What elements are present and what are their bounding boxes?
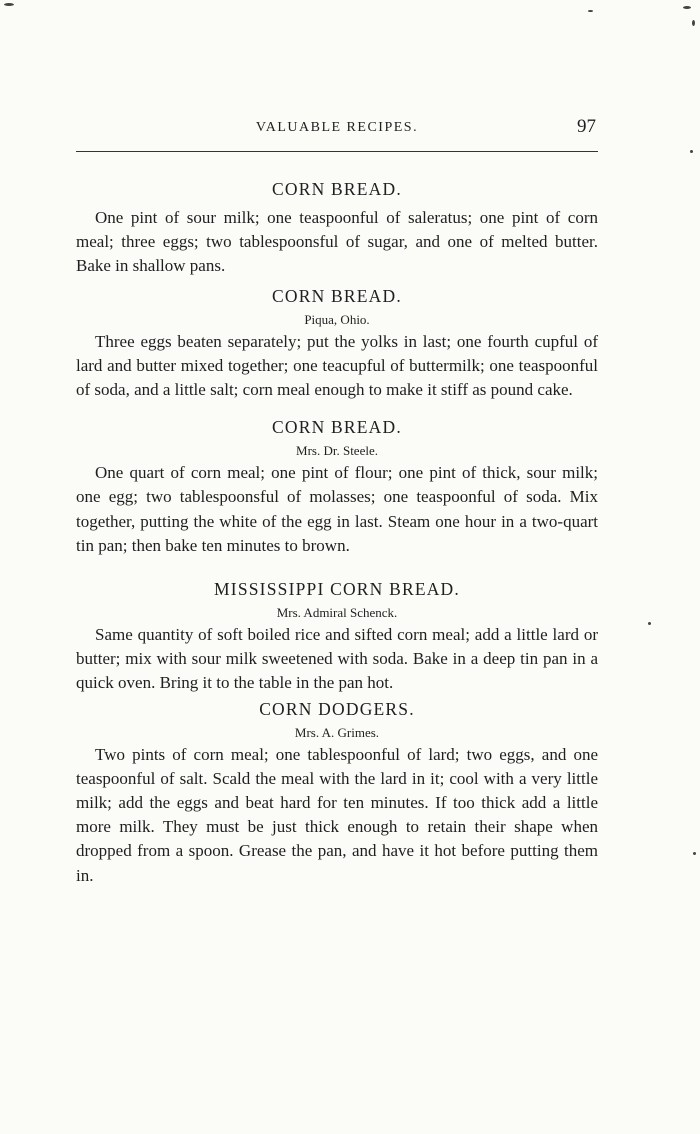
scan-speck xyxy=(588,10,593,12)
header-rule xyxy=(76,151,598,152)
recipe-source: Mrs. Dr. Steele. xyxy=(296,443,378,459)
recipe-source: Mrs. A. Grimes. xyxy=(294,724,380,740)
recipe-body: Three eggs beaten separately; put the yolks in last; one fourth cupful of lard and butter mixed together; one teacupful of buttermilk; one teaspoonful of soda, and a little salt; corn meal enough to make it stiff as pound cake. xyxy=(76,331,598,400)
recipe-title: CORN BREAD. xyxy=(272,179,402,199)
recipe-source: Mrs. Admiral Schenck. xyxy=(276,605,398,621)
scan-speck xyxy=(683,6,691,9)
recipe-source: Piqua, Ohio. xyxy=(304,311,370,327)
scan-speck xyxy=(690,150,693,153)
scan-speck xyxy=(648,622,651,625)
scan-speck xyxy=(4,3,14,6)
recipe-mississippi-corn-bread xyxy=(76,576,598,696)
recipe-body: One quart of corn meal; one pint of flour; one pint of thick, sour milk; one egg; two tablespoonsful of molasses; one teaspoonful of soda. Mix together, putting the white of the egg in last. Steam one hour in a two-quart tin pan; then bake ten minutes to brown. xyxy=(76,463,598,555)
recipe-title: MISSISSIPPI CORN BREAD. xyxy=(214,579,460,600)
recipe-title: CORN BREAD. xyxy=(272,285,402,306)
recipe-corn-bread-3 xyxy=(76,414,598,558)
running-title: VALUABLE RECIPES. xyxy=(255,120,419,135)
scan-speck xyxy=(693,852,696,855)
recipe-title: CORN DODGERS. xyxy=(259,698,415,719)
recipe-corn-dodgers xyxy=(76,696,598,888)
running-header xyxy=(76,116,598,140)
recipe-body: Two pints of corn meal; one tablespoonful of lard; two eggs, and one teaspoonful of salt. Scald the meal with the lard in it; cool with a very little milk; add the eggs and beat hard for ten minutes. If too thick add a little more milk. They must be just thick enough to retain their shape when dropped from a spoon. Grease the pan, and have it hot before putting them in. xyxy=(76,744,598,885)
scan-speck xyxy=(692,20,695,26)
recipe-title: CORN BREAD. xyxy=(272,417,402,438)
recipe-corn-bread-2 xyxy=(76,283,598,403)
recipe-corn-bread-1 xyxy=(76,176,598,279)
page-number: 97 xyxy=(577,116,596,137)
recipe-body: One pint of sour milk; one teaspoonful of saleratus; one pint of corn meal; three eggs; two tablespoonsful of sugar, and one of melted butter. Bake in shallow pans. xyxy=(76,208,598,276)
recipe-list xyxy=(76,176,598,888)
recipe-body: Same quantity of soft boiled rice and sifted corn meal; add a little lard or butter; mix with sour milk sweetened with soda. Bake in a deep tin pan in a quick oven. Bring it to the table in the pan hot. xyxy=(76,625,598,693)
